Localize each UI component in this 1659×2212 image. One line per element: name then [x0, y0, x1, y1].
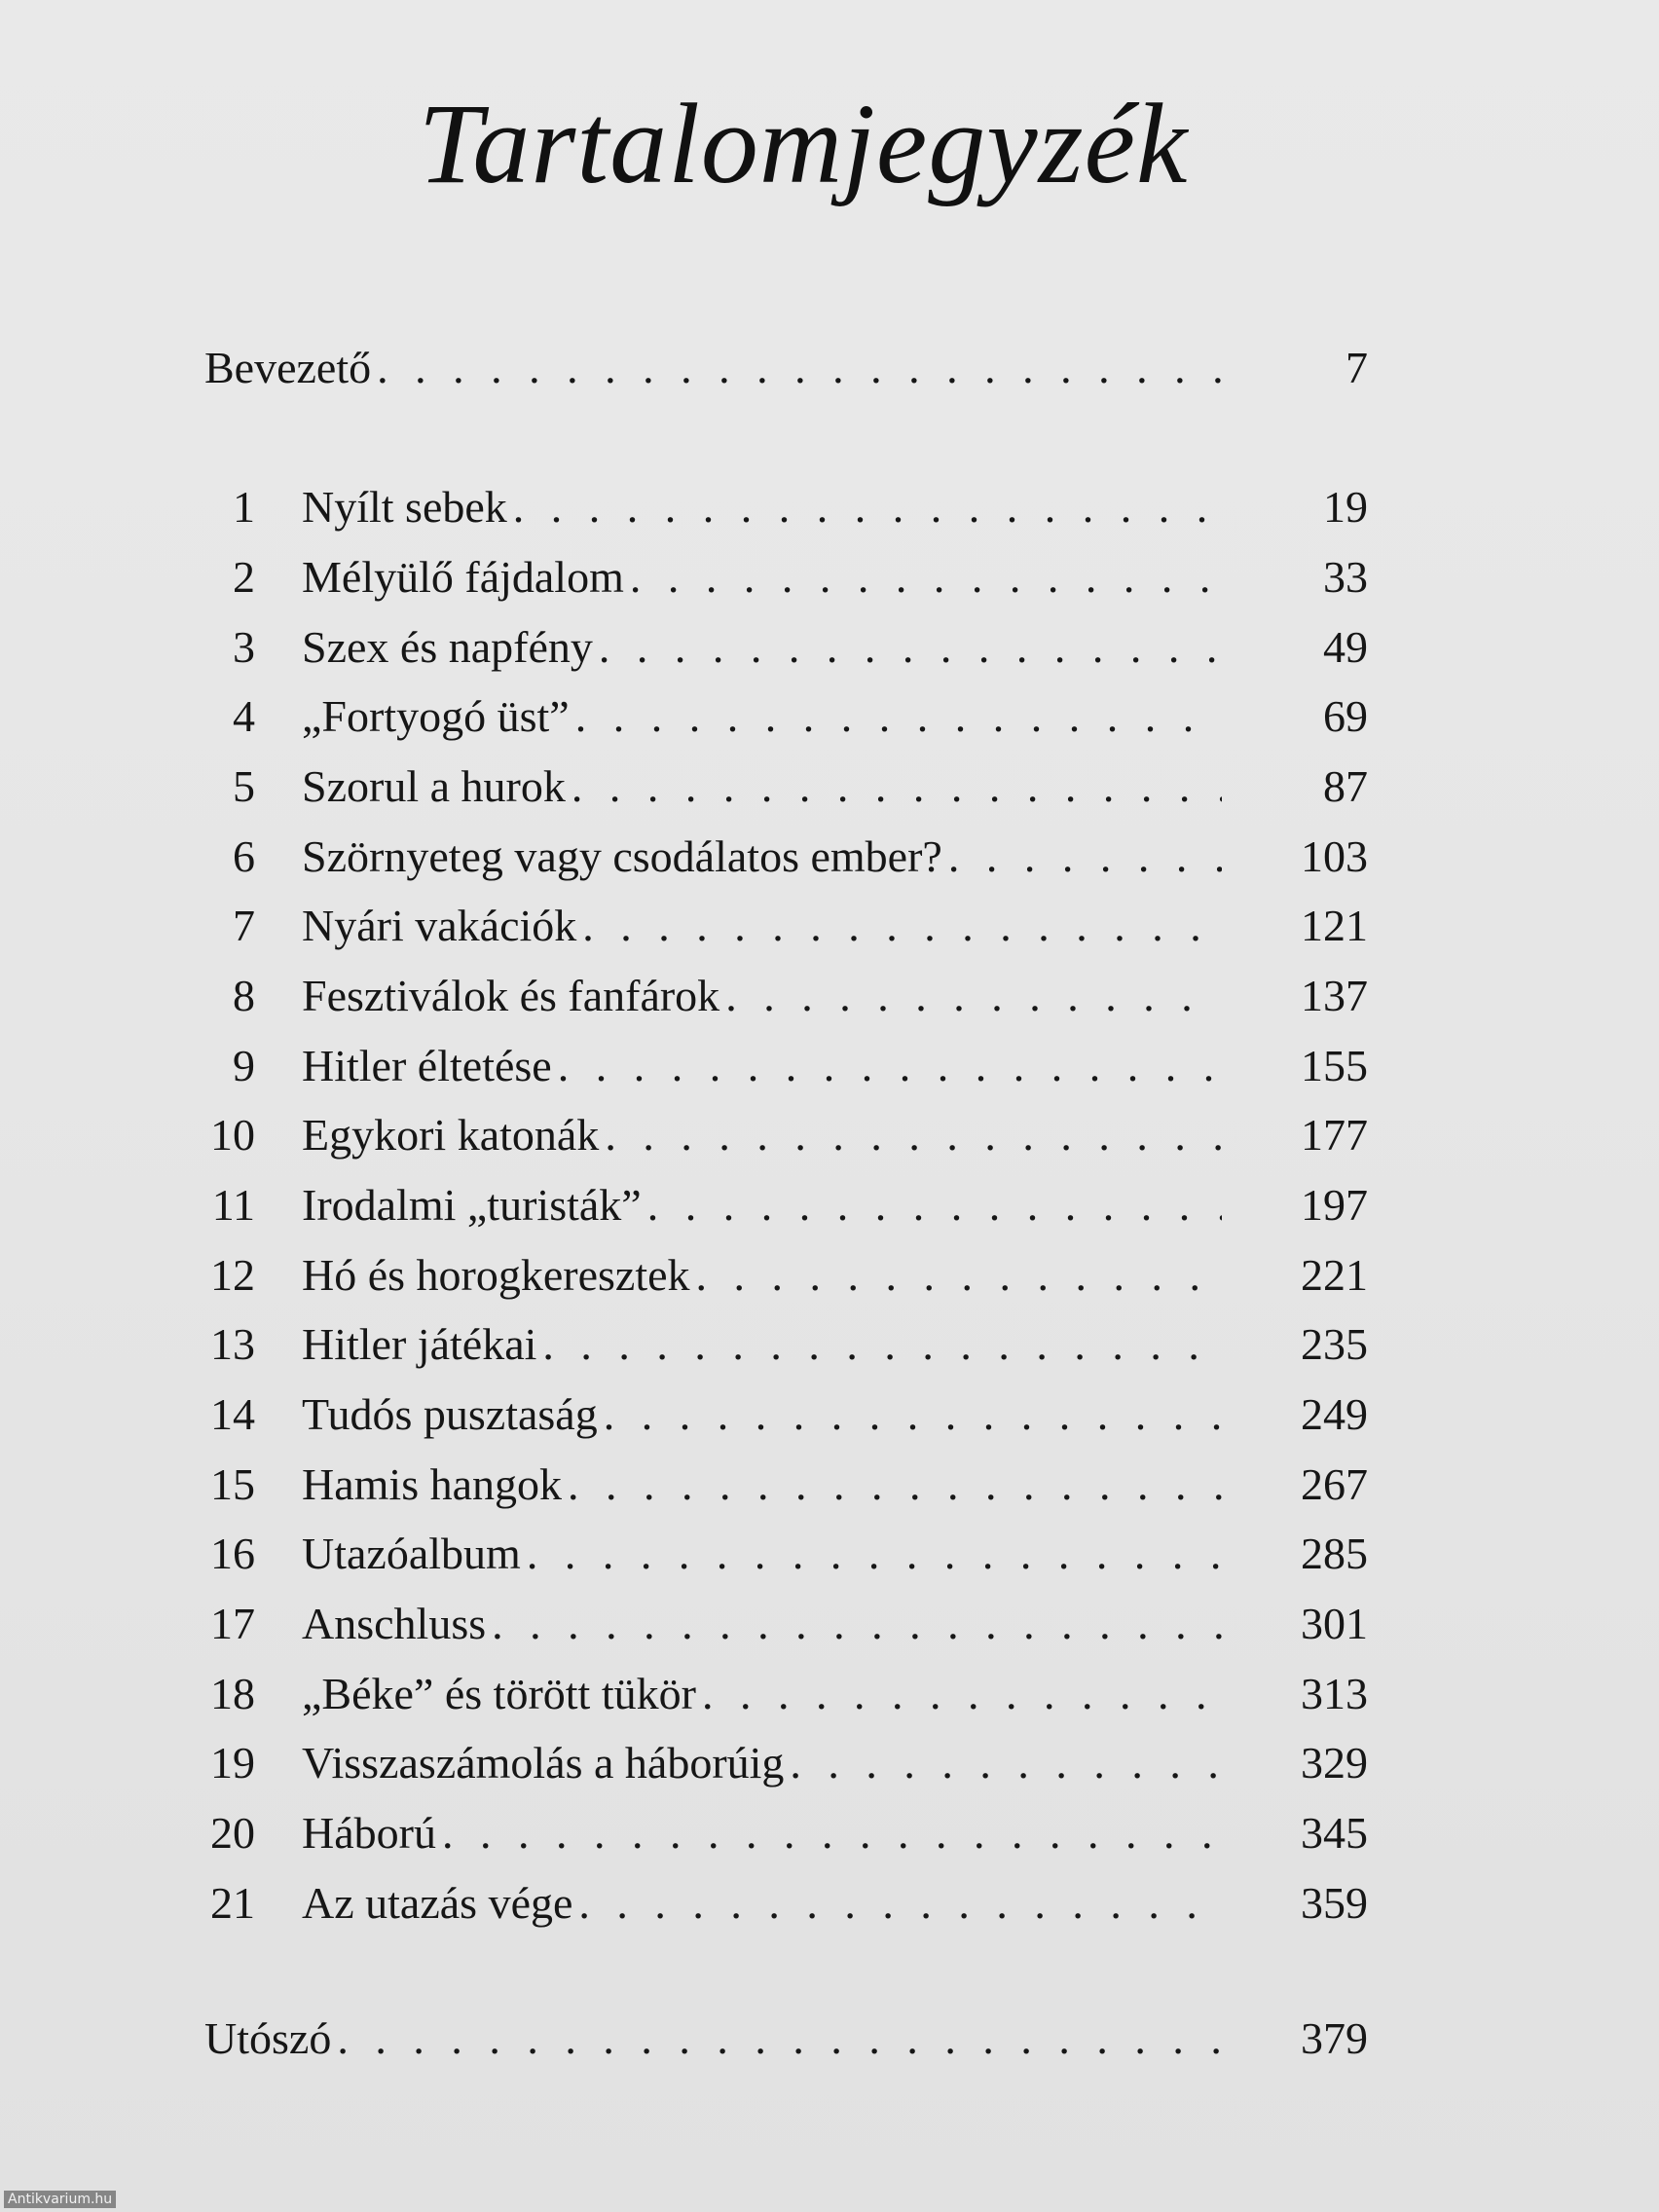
chapter-number: 8	[233, 971, 255, 1020]
toc-entry	[204, 965, 1368, 1027]
toc-entry-label: Irodalmi „turisták” . . .	[302, 1174, 1222, 1236]
chapter-number: 20	[210, 1808, 255, 1858]
chapter-number: 19	[210, 1738, 255, 1788]
toc-entry-label: Hó és horogkeresztek . . .	[302, 1244, 1222, 1307]
toc-entry-label: Visszaszámolás a háborúig . . .	[302, 1732, 1222, 1794]
toc-entry	[204, 1383, 1368, 1446]
toc-entry-page: 103	[1301, 831, 1368, 881]
toc-entry-label: Szex és napfény . . .	[302, 616, 1222, 679]
toc-entry-page: 69	[1323, 691, 1368, 741]
toc-entry-label: Tudós pusztaság . . .	[302, 1383, 1222, 1446]
toc-entry-label: Az utazás vége . . .	[302, 1872, 1222, 1935]
toc-entry-page: 7	[1346, 343, 1368, 392]
toc-entry-page: 301	[1301, 1599, 1368, 1648]
toc-entry-page: 249	[1301, 1389, 1368, 1439]
toc-entry	[204, 1523, 1368, 1585]
toc-entry-page: 197	[1301, 1180, 1368, 1230]
toc-entry	[204, 616, 1368, 679]
toc-entry-label: „Fortyogó üst” . . .	[302, 685, 1222, 748]
toc-entry-page: 345	[1301, 1808, 1368, 1858]
chapter-number: 14	[210, 1389, 255, 1439]
toc-entry	[204, 1104, 1368, 1166]
toc-entry	[204, 1035, 1368, 1097]
toc-entry	[204, 685, 1368, 748]
toc-entry-page: 313	[1301, 1669, 1368, 1718]
toc-entry-label: Anschluss . . .	[302, 1593, 1222, 1655]
chapter-number: 6	[233, 831, 255, 881]
toc-entry-page: 87	[1323, 761, 1368, 811]
chapter-number: 13	[210, 1319, 255, 1369]
toc-entry-page: 267	[1301, 1459, 1368, 1509]
toc-entry	[204, 1454, 1368, 1516]
chapter-number: 12	[210, 1250, 255, 1300]
toc-entry-label: Háború . . .	[302, 1802, 1222, 1864]
toc-entry-label: Egykori katonák . . .	[302, 1104, 1222, 1166]
toc-entry	[204, 1732, 1368, 1794]
toc-entry-page: 221	[1301, 1250, 1368, 1300]
toc-entry-front	[204, 337, 1368, 399]
toc-entry	[204, 895, 1368, 957]
toc-entry	[204, 1802, 1368, 1864]
toc-entry-page: 329	[1301, 1738, 1368, 1788]
toc-entry	[204, 1663, 1368, 1725]
chapter-number: 10	[210, 1110, 255, 1160]
toc-entry	[204, 1593, 1368, 1655]
toc-entry-page: 359	[1301, 1878, 1368, 1928]
chapter-number: 2	[233, 552, 255, 602]
chapter-number: 1	[233, 482, 255, 532]
toc-entry-label: Fesztiválok és fanfárok . . .	[302, 965, 1222, 1027]
toc-entry-label: Hitler éltetése . . .	[302, 1035, 1222, 1097]
toc-entry-label: Szorul a hurok . . .	[302, 756, 1222, 818]
chapter-number: 16	[210, 1529, 255, 1578]
toc-entry-label: Nyílt sebek . . .	[302, 476, 1222, 538]
toc-entry-label: Hamis hangok . . .	[302, 1454, 1222, 1516]
toc-entry-page: 33	[1323, 552, 1368, 602]
chapter-number: 9	[233, 1041, 255, 1090]
toc-entry-page: 155	[1301, 1041, 1368, 1090]
toc-entry-label: Hitler játékai . . .	[302, 1313, 1222, 1376]
toc-entry	[204, 1313, 1368, 1376]
toc-entry-label: Utazóalbum . . .	[302, 1523, 1222, 1585]
chapter-number: 3	[233, 622, 255, 672]
toc-entry-label: Utószó . . .	[204, 2008, 1222, 2070]
toc-entry-label: „Béke” és törött tükör . . .	[302, 1663, 1222, 1725]
toc-entry-page: 235	[1301, 1319, 1368, 1369]
toc-entry	[204, 1872, 1368, 1935]
chapter-number: 5	[233, 761, 255, 811]
toc-entry-page: 379	[1301, 2013, 1368, 2063]
toc-entry	[204, 546, 1368, 608]
chapter-number: 15	[210, 1459, 255, 1509]
toc-entry-label: Nyári vakációk . . .	[302, 895, 1222, 957]
chapter-number: 18	[210, 1669, 255, 1718]
page-title: Tartalomjegyzék	[418, 80, 1189, 207]
toc-entry	[204, 1174, 1368, 1236]
chapter-number: 11	[211, 1180, 255, 1230]
toc-entry-page: 137	[1301, 971, 1368, 1020]
toc-entry-page: 285	[1301, 1529, 1368, 1578]
toc-entry-page: 49	[1323, 622, 1368, 672]
toc-entry-label: Szörnyeteg vagy csodálatos ember? . . .	[302, 826, 1222, 888]
chapter-number: 21	[210, 1878, 255, 1928]
toc-entry-back	[204, 2008, 1368, 2070]
chapter-number: 17	[210, 1599, 255, 1648]
toc-entry	[204, 756, 1368, 818]
watermark: Antikvarium.hu	[4, 2191, 116, 2208]
toc-entry-page: 121	[1301, 901, 1368, 950]
toc-entry-page: 177	[1301, 1110, 1368, 1160]
toc-entry	[204, 476, 1368, 538]
chapter-number: 4	[233, 691, 255, 741]
toc-entry-label: Mélyülő fájdalom . . .	[302, 546, 1222, 608]
toc-entry-label: Bevezető . . .	[204, 337, 1222, 399]
toc-entry-page: 19	[1323, 482, 1368, 532]
chapter-number: 7	[233, 901, 255, 950]
toc-entry	[204, 826, 1368, 888]
toc-entry	[204, 1244, 1368, 1307]
